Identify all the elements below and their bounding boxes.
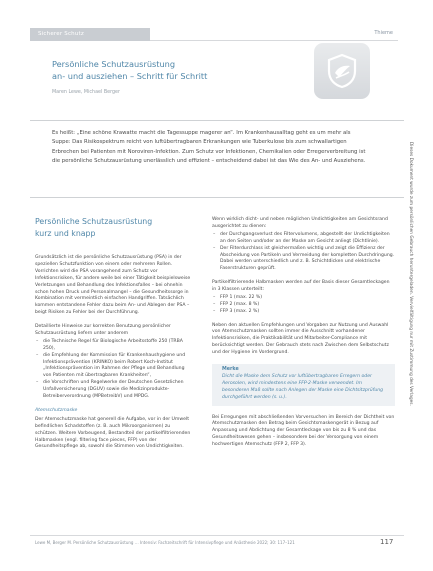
- paragraph: Bei Erregungen mit abschließenden Vorversuchen im Bereich der Dichtheit von Atemschutzmasken den Betrag beim Gesichtsmaskengerät in Bezug auf Anpassung und Abdichtung der Gesamtleckage von bis zu 8 % und das Gesundheitswesen gehen – insbesondere bei der Versorgung von einem hochwertigen Atemschutz (FFP 2, FFP 3).: [212, 414, 395, 448]
- merke-label: Merke: [222, 366, 239, 372]
- paragraph: Detaillierte Hinweise zur korrekten Benutzung persönlicher Schutzausrüstung liefern unter anderem: [35, 324, 171, 336]
- header-divider: [150, 40, 398, 41]
- lead-divider-bottom: [30, 197, 404, 198]
- subheading: Atemschutzmaske: [35, 407, 78, 413]
- text-column-right: [212, 217, 395, 456]
- shield-hand-icon: [325, 53, 359, 89]
- title-line-1: Persönliche Schutzausrüstung: [52, 59, 176, 69]
- article-logo: [314, 43, 370, 99]
- article-title: [52, 59, 302, 82]
- section-label: Sicherer Schutz: [38, 31, 84, 37]
- list-item: – der Durchgangsverlust des Filtervolumens, abgestellt der Undichtigkeiten an den Seiten und/oder an der Maske am Gesicht anliegt (Dichtlinie).: [220, 232, 395, 246]
- section-heading-line-1: Persönliche Schutzausrüstung: [35, 217, 153, 226]
- list-item: – die Vorschriften und Regelwerke der Deutschen Gesetzlichen Unfallversicherung (DGUV) sowie die Medizinprodukte-Betreiberverordnung (MPBetreibV) und MPDG.: [43, 380, 193, 401]
- lead-paragraph: Es heißt: „Eine schöne Krawatte macht die Tagessuppe magerer an“. Im Krankenhausalltag geht es um mehr als Suppe: Das Risikospektrum reicht von luftübertragbaren Erkrankungen wie Tuberkulose bis zum schwallartigen Erbrechen bei Patienten mit Noroviren-Infektion. Zum Schutz vor Infektionen, Chemikalien oder Erregerverbreitung ist die persönliche Schutzausrüstung unerlässlich und effizient – entscheidend dabei ist das Wie des An- und Ausziehens.: [52, 130, 366, 164]
- section-tab: [30, 28, 150, 41]
- paragraph: Der Atemschutzmaske hat generell die Aufgabe, vor in der Umwelt befindlichen Schadstoffen (z. B. auch Mikroorganismen) zu schützen. Weitere Vorbeugend, Bestandteil der partikelfiltrierenden Halbmasken (engl. filtering face pieces, FFP) von der Gesundheitspflege ab, sowohl die Stimmen von Undichtigkeiten.: [35, 416, 191, 450]
- paragraph: Partikelfiltrierende Halbmasken werden auf der Basis dieser Gesamtleckagen in 3 Klassen unterteilt:: [212, 280, 390, 293]
- paragraph: Neben den aktuellen Empfehlungen und Vorgaben zur Nutzung und Auswahl von Atemschutzmasken sollten immer die Ausschnitt vorhandener Infektionsrisiken, die Praktikabilität und Mitarbeiter-Compliance mit berücksichtigt werden. Der Gebrauch stets nach Zwischen dem Selbstschutz und der Hygiene im Vordergrund.: [212, 322, 389, 356]
- list-item: – die Technische Regel für Biologische Arbeitsstoffe 250 (TRBA 250),: [43, 339, 193, 353]
- list-item: – FFP 2 (max. 8 %): [220, 302, 395, 309]
- ffp-class-list: [212, 295, 395, 316]
- footer-citation: Lewe M, Berger M. Persönliche Schutzausrüstung … Intensiv: Fachzeitschrift für Intensivpflege und Anästhesie 2022; 30: 117–121: [35, 540, 295, 545]
- reference-list: [35, 339, 193, 401]
- copyright-sidebar: [398, 142, 428, 542]
- list-item: – die Empfehlung der Kommission für Krankenhaushygiene und Infektionsprävention (KRINKO) beim Robert Koch-Institut „Infektionsprävention im Rahmen der Pflege und Behandlung von Patienten mit übertragbaren Krankheiten“,: [43, 353, 193, 381]
- leak-list: [212, 232, 395, 273]
- copyright-note: Dieses Dokument wurde zum persönlichen Gebrauch heruntergeladen. Vervielfältigung nur mit Zustimmung des Verlages.: [408, 142, 413, 406]
- section-heading: [35, 216, 205, 239]
- merke-text: Dicht die Maske dem Schutz vor luftübertragbaren Erregern oder Aerosolen, wird mindestens eine FFP-2-Maske verwendet. Im besonderen Maß sollte nach Anlegen der Maske eine Dichtsitzprüfung durchgeführt werden (s. u.).: [222, 373, 384, 400]
- text-column-left: [35, 255, 193, 458]
- paragraph: Grundsätzlich ist die persönliche Schutzausrüstung (PSA) in der speziellen Schutzfunktion von einem oder mehreren Rollen. Vorrichten wird die PSA vorangehend zum Schutz vor Infektionsrisiken, für andere weile bei einer Tätigkeit beispielsweise Verletzungen und Behandlung des Infektionsfalles – bei ohnehin schon hohen Druck und Personalmangel – die Gesundheitssorge in Kombination mit vermeintlich einfachen Handgriffen. Tatsächlich kommen entstandene Fehler dazu beim An- und Ablegen der PSA – beigt Risiken zu Fehler bei der Durchführung.: [35, 255, 191, 316]
- section-heading-line-2: kurz und knapp: [35, 228, 96, 238]
- list-item: – Der Filterdurchlass ist gleichermaßen wichtig und zeigt die Effizienz der Abscheidung von Partikeln und Vermeidung der kompletten Durchdringung. Dabei werden unterschiedlich und z. B. Schichtdicken und elektrische Faserstrukturen geprüft.: [220, 246, 395, 274]
- authors: Maren Lewe, Michael Berger: [52, 90, 120, 95]
- lead-divider-top: [30, 120, 404, 121]
- publisher-brand: Thieme: [374, 30, 393, 36]
- list-item: – FFP 3 (max. 2 %): [220, 309, 395, 316]
- footer-divider: [30, 535, 404, 536]
- title-line-2: an- und ausziehen – Schritt für Schritt: [52, 70, 208, 81]
- paragraph: Wenn wirklich dicht- und neben möglichen Undichtigkeiten am Gesichtsrand ausgerichtet zu dienen:: [212, 217, 388, 229]
- list-item: – FFP 1 (max. 22 %): [220, 295, 395, 302]
- merke-box: [212, 364, 395, 406]
- page-number: 117: [380, 538, 394, 546]
